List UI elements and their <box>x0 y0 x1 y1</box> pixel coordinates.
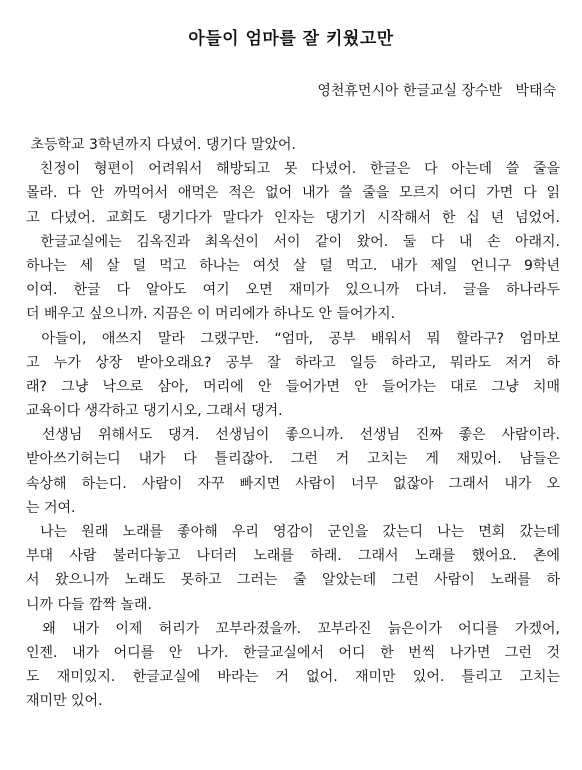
text-line: 고 누가 상장 받아오래요? 공부 잘 하라고 일등 하라고, 뭐라도 저거 하 <box>26 354 560 371</box>
text-line: 서 왔으니까 노래도 못하고 그러는 줄 알았는데 그런 사람이 노래를 하 <box>26 572 560 589</box>
text-line: 더 배우고 싶으니까. 지끔은 이 머리에가 하나도 안 들어가지. <box>26 306 396 323</box>
text-line: 재미만 있어. <box>26 693 103 710</box>
text-line: 몰라. 다 안 까먹어서 애먹은 적은 없어 내가 쓸 줄을 모르지 어디 가면 다 읽 <box>26 185 560 202</box>
text-line: 선생님 위해서도 댕겨. 선생님이 좋으니까. 선생님 진짜 좋은 사람이라. <box>26 427 560 444</box>
text-line: 나는 원래 노래를 좋아해 우리 영감이 군인을 갔는디 나는 면회 갔는데 <box>26 524 560 540</box>
text-line: 교육이다 생각하고 댕기시오, 그래서 댕겨. <box>26 403 283 420</box>
author-line: 영천휴먼시아 한글교실 장수반 박태숙 <box>317 83 556 99</box>
text-line: 는 거여. <box>26 499 76 516</box>
text-line: 한글교실에는 김옥진과 최옥선이 서이 같이 왔어. 둘 다 내 손 아래지. <box>26 233 560 250</box>
text-line: 속상해 하는디. 사람이 자꾸 빠지면 사람이 너무 없잖아 그래서 내가 오 <box>26 475 560 492</box>
text-line: 아들이, 애쓰지 말라 그랬구만. “엄마, 공부 배워서 뭐 할라구? 엄마보 <box>26 330 560 347</box>
body-text <box>26 133 560 714</box>
text-line: 니까 다들 깜짝 놀래. <box>26 596 152 613</box>
text-line: 래? 그냥 낙으로 삼아, 머리에 안 들어가면 안 들어가는 대로 그냥 치매 <box>26 378 560 395</box>
text-line: 친정이 형편이 어려워서 해방되고 못 다녔어. 한글은 다 아는데 쓸 줄을 <box>26 161 560 178</box>
text-line: 받아쓰기허는디 내가 다 틀리잖아. 그런 거 고치는 게 재밌어. 남들은 <box>26 451 560 468</box>
text-line: 도 재미있지. 한글교실에 바라는 거 없어. 재미만 있어. 틀리고 고치는 <box>26 669 560 686</box>
text-line: 왜 내가 이제 허리가 꼬부라졌을까. 꼬부라진 늙은이가 어디를 가겠어, <box>26 620 560 637</box>
text-line: 고 다녔어. 교회도 댕기다가 말다가 인자는 댕기기 시작해서 한 십 년 넘었어. <box>26 209 560 226</box>
document-title: 아들이 엄마를 잘 키웠고만 <box>188 29 394 49</box>
text-line: 하나는 세 살 덜 먹고 하나는 여섯 살 덜 먹고. 내가 제일 언니구 9학년 <box>26 257 560 274</box>
text-line: 이여. 한글 다 알아도 여기 오면 재미가 있으니까 다녀. 글을 하나라두 <box>26 282 560 299</box>
text-line: 인젠. 내가 어디를 안 나가. 한글교실에서 어디 한 번씩 나가면 그런 것 <box>26 644 560 661</box>
text-line: 초등학교 3학년까지 다녔어. 댕기다 말았어. <box>26 137 296 153</box>
text-line: 부대 사람 불러다놓고 나더러 노래를 하래. 그래서 노래를 했어요. 촌에 <box>26 548 560 565</box>
